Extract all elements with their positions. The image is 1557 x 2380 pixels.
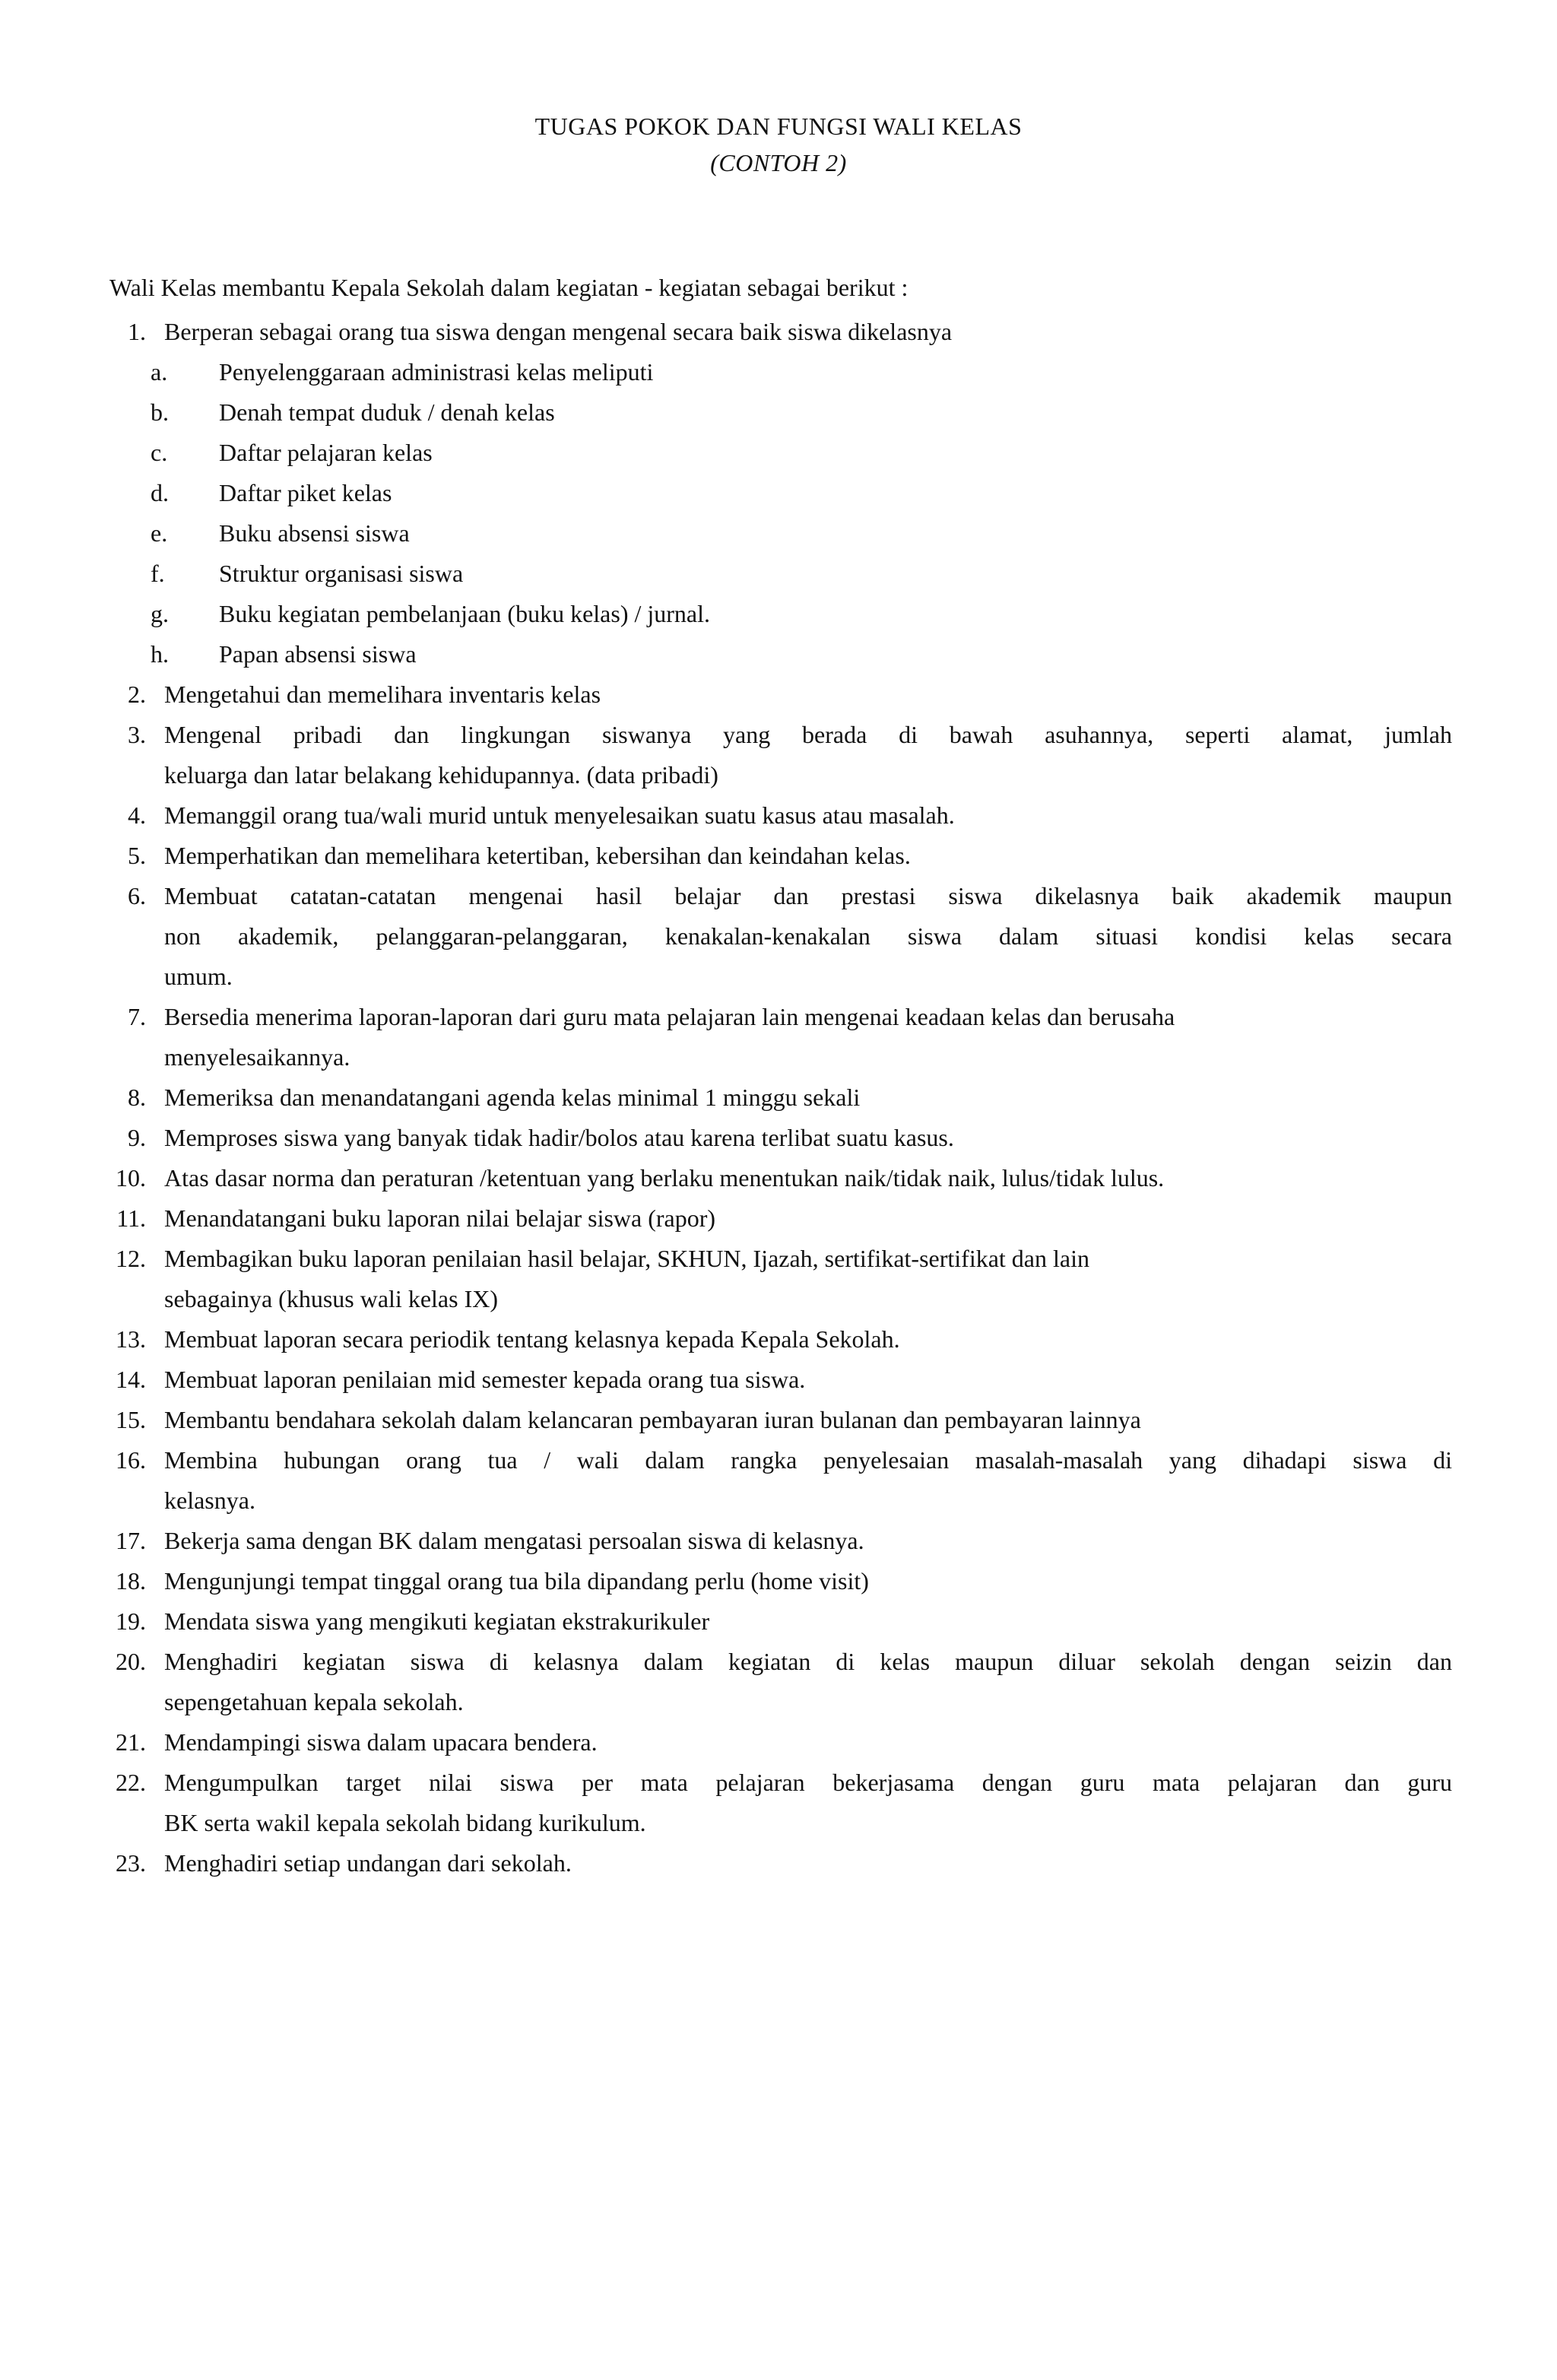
list-item [0,1198,1557,1239]
list-item [0,674,1557,715]
list-item [0,312,1557,352]
item-text: Buku absensi siswa [219,519,410,547]
list-item [0,1763,1557,1803]
item-number: 8. [128,1084,146,1111]
item-text: Memeriksa dan menandatangani agenda kelas minimal 1 minggu sekali [164,1084,861,1111]
item-text: umum. [164,963,233,990]
list-item [0,1400,1557,1440]
list-item [0,1118,1557,1158]
list-item [0,634,1557,674]
list-item [0,1561,1557,1601]
item-number: 1. [128,318,146,345]
item-number: 6. [128,882,146,909]
item-text: Menghadiri setiap undangan dari sekolah. [164,1849,572,1877]
list-item [0,1480,1557,1521]
item-text: Membuat catatan-catatan mengenai hasil belajar dan prestasi siswa dikelasnya baik akademik maupun [164,882,1452,909]
item-text: Menandatangani buku laporan nilai belajar siswa (rapor) [164,1204,716,1232]
list-item [0,836,1557,876]
list-item [0,1239,1557,1279]
item-text: Membina hubungan orang tua / wali dalam rangka penyelesaian masalah-masalah yang dihadapi siswa di [164,1446,1452,1474]
item-text: Memanggil orang tua/wali murid untuk menyelesaikan suatu kasus atau masalah. [164,801,955,829]
document-subtitle: (CONTOH 2) [710,149,847,176]
item-text: Membantu bendahara sekolah dalam kelancaran pembayaran iuran bulanan dan pembayaran lainnya [164,1406,1141,1433]
item-number: 22. [116,1769,146,1796]
item-number: 2. [128,681,146,708]
item-text: Struktur organisasi siswa [219,560,464,587]
list-item [0,1682,1557,1722]
item-text: Papan absensi siswa [219,640,417,668]
item-text: Buku kegiatan pembelanjaan (buku kelas) / jurnal. [219,600,711,627]
item-text: Mendata siswa yang mengikuti kegiatan ekstrakurikuler [164,1607,710,1635]
list-item [0,795,1557,836]
item-number: 18. [116,1567,146,1595]
item-text: kelasnya. [164,1487,255,1514]
item-text: sepengetahuan kepala sekolah. [164,1688,464,1715]
list-item [0,1360,1557,1400]
list-item [0,1803,1557,1843]
list-item [0,1521,1557,1561]
list-item [0,876,1557,916]
list-item [0,594,1557,634]
item-number: 5. [128,842,146,869]
duty-list [0,312,1557,1883]
item-number: 14. [116,1366,146,1393]
list-item [0,352,1557,392]
sub-item-letter: g. [151,600,169,627]
item-number: 21. [116,1728,146,1756]
document-title: TUGAS POKOK DAN FUNGSI WALI KELAS [534,113,1023,140]
item-text: BK serta wakil kepala sekolah bidang kurikulum. [164,1809,646,1836]
item-number: 4. [128,801,146,829]
item-text: Mendampingi siswa dalam upacara bendera. [164,1728,598,1756]
item-text: Menghadiri kegiatan siswa di kelasnya dalam kegiatan di kelas maupun diluar sekolah dengan seizin dan [164,1648,1452,1675]
item-number: 10. [116,1164,146,1192]
item-number: 16. [116,1446,146,1474]
sub-item-letter: h. [151,640,169,668]
list-item [0,916,1557,957]
list-item [0,957,1557,997]
item-text: Penyelenggaraan administrasi kelas meliputi [219,358,654,386]
item-text: Bekerja sama dengan BK dalam mengatasi persoalan siswa di kelasnya. [164,1527,864,1554]
sub-item-letter: d. [151,479,169,506]
item-text: Atas dasar norma dan peraturan /ketentuan yang berlaku menentukan naik/tidak naik, lulus/tidak lulus. [164,1164,1165,1192]
item-text: sebagainya (khusus wali kelas IX) [164,1285,498,1312]
list-item [0,1440,1557,1480]
item-text: Mengunjungi tempat tinggal orang tua bila dipandang perlu (home visit) [164,1567,869,1595]
list-item [0,513,1557,554]
item-text: Mengetahui dan memelihara inventaris kelas [164,681,601,708]
item-number: 15. [116,1406,146,1433]
list-item [0,715,1557,755]
list-item [0,1843,1557,1883]
list-item [0,1077,1557,1118]
sub-item-letter: a. [151,358,168,386]
item-text: Bersedia menerima laporan-laporan dari guru mata pelajaran lain mengenai keadaan kelas dan berusaha [164,1003,1175,1030]
item-number: 20. [116,1648,146,1675]
list-item [0,473,1557,513]
item-number: 23. [116,1849,146,1877]
list-item [0,1722,1557,1763]
item-text: Mengenal pribadi dan lingkungan siswanya yang berada di bawah asuhannya, seperti alamat, jumlah [164,721,1452,748]
sub-item-letter: c. [151,439,168,466]
item-number: 12. [116,1245,146,1272]
list-item [0,1037,1557,1077]
sub-item-letter: e. [151,519,168,547]
list-item [0,554,1557,594]
list-item [0,1158,1557,1198]
item-text: keluarga dan latar belakang kehidupannya. (data pribadi) [164,761,718,789]
list-item [0,997,1557,1037]
item-text: Daftar pelajaran kelas [219,439,433,466]
sub-item-letter: f. [151,560,165,587]
item-number: 19. [116,1607,146,1635]
item-text: Membuat laporan secara periodik tentang kelasnya kepada Kepala Sekolah. [164,1325,900,1353]
list-item [0,1642,1557,1682]
list-item [0,1279,1557,1319]
item-number: 11. [116,1204,146,1232]
item-number: 3. [128,721,146,748]
item-text: Membuat laporan penilaian mid semester kepada orang tua siswa. [164,1366,806,1393]
item-text: Daftar piket kelas [219,479,392,506]
item-number: 7. [128,1003,146,1030]
intro-paragraph: Wali Kelas membantu Kepala Sekolah dalam kegiatan - kegiatan sebagai berikut : [109,274,909,301]
item-number: 13. [116,1325,146,1353]
list-item [0,433,1557,473]
item-text: Berperan sebagai orang tua siswa dengan mengenal secara baik siswa dikelasnya [164,318,953,345]
item-text: Membagikan buku laporan penilaian hasil belajar, SKHUN, Ijazah, sertifikat-sertifikat dan lain [164,1245,1089,1272]
item-text: non akademik, pelanggaran-pelanggaran, kenakalan-kenakalan siswa dalam situasi kondisi kelas secara [164,922,1452,950]
list-item [0,1319,1557,1360]
item-text: Denah tempat duduk / denah kelas [219,398,555,426]
item-number: 9. [128,1124,146,1151]
sub-item-letter: b. [151,398,169,426]
item-text: Mengumpulkan target nilai siswa per mata pelajaran bekerjasama dengan guru mata pelajaran dan guru [164,1769,1452,1796]
item-number: 17. [116,1527,146,1554]
list-item [0,755,1557,795]
item-text: menyelesaikannya. [164,1043,350,1071]
list-item [0,392,1557,433]
item-text: Memperhatikan dan memelihara ketertiban, kebersihan dan keindahan kelas. [164,842,911,869]
item-text: Memproses siswa yang banyak tidak hadir/bolos atau karena terlibat suatu kasus. [164,1124,954,1151]
list-item [0,1601,1557,1642]
